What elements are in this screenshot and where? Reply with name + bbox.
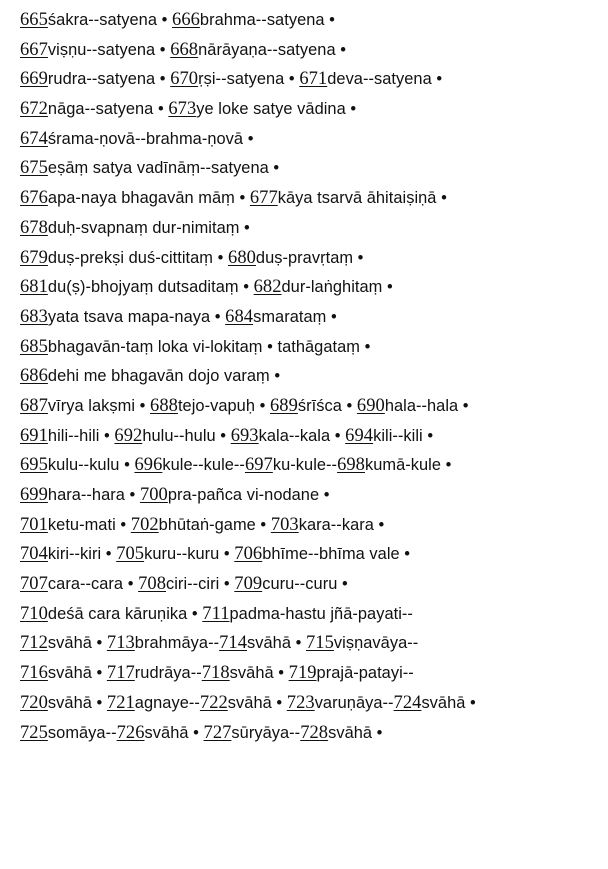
verse-number: 668 <box>170 39 199 60</box>
verse-number: 675 <box>20 158 48 179</box>
verse-number: 678 <box>20 217 48 238</box>
verse-text: somāya-- <box>47 723 117 742</box>
verse-number: 666 <box>172 10 200 30</box>
verse-text: kala--kala • <box>258 426 346 445</box>
verse-number: 669 <box>20 69 48 90</box>
text-line <box>20 719 608 749</box>
text-line <box>20 600 608 630</box>
verse-text: curu--curu • <box>262 575 348 594</box>
verse-text: śrīśca • <box>297 396 357 415</box>
verse-text: svāhā • <box>47 664 107 683</box>
verse-number: 674 <box>20 128 48 149</box>
verse-number: 712 <box>20 633 48 654</box>
verse-text: ṛṣi--satyena • <box>198 70 300 89</box>
verse-text: svāhā • <box>47 693 107 712</box>
verse-number: 692 <box>114 425 143 446</box>
verse-text: viṣṇu--satyena • <box>47 40 171 59</box>
verse-text: dur-laṅghitaṃ • <box>281 278 393 297</box>
verse-number: 676 <box>20 188 48 209</box>
verse-number: 686 <box>20 366 48 387</box>
verse-number: 710 <box>20 603 48 624</box>
verse-number: 696 <box>134 455 163 476</box>
verse-text: deśā cara kāruṇika • <box>47 604 203 623</box>
verse-text: nāga--satyena • <box>47 100 169 119</box>
text-line <box>20 451 608 481</box>
text-line <box>20 6 608 36</box>
verse-number: 719 <box>288 663 317 684</box>
verse-text: kumā-kule • <box>364 456 452 475</box>
verse-number: 716 <box>20 663 48 684</box>
verse-text: duṣ-prekṣi duś-cittitaṃ • <box>47 248 229 267</box>
verse-number: 679 <box>20 247 48 268</box>
text-line <box>20 154 608 184</box>
verse-number: 667 <box>20 39 48 60</box>
verse-number: 698 <box>337 455 365 476</box>
text-line <box>20 659 608 689</box>
verse-text: padma-hastu jñā-payati-- <box>229 604 413 623</box>
verse-text: brahmāya-- <box>134 634 220 653</box>
verse-text: agnaye-- <box>134 693 200 712</box>
verse-text: nārāyaṇa--satyena • <box>198 40 347 59</box>
verse-text: hili--hili • <box>47 426 115 445</box>
verse-number: 727 <box>203 722 232 743</box>
verse-number: 690 <box>356 395 385 416</box>
verse-number: 670 <box>170 69 199 90</box>
verse-text: apa-naya bhagavān māṃ • <box>47 189 250 208</box>
verse-text: prajā-patayi-- <box>316 664 414 683</box>
verse-text: rudra--satyena • <box>47 70 171 89</box>
verse-text: svāhā • <box>47 634 107 653</box>
verse-number: 706 <box>234 544 263 565</box>
text-line <box>20 95 608 125</box>
verse-number: 671 <box>299 69 328 90</box>
verse-number: 688 <box>150 395 178 416</box>
verse-number: 689 <box>269 395 298 416</box>
verse-text: svāhā • <box>229 664 289 683</box>
verse-text: bhagavān-taṃ loka vi-lokitaṃ • tathāgataṃ • <box>47 337 371 356</box>
text-line <box>20 362 608 392</box>
verse-text: ciri--ciri • <box>166 575 235 594</box>
verse-number: 691 <box>20 425 48 446</box>
text-line <box>20 540 608 570</box>
verse-text: kule--kule-- <box>162 456 245 475</box>
verse-text: rudrāya-- <box>134 664 202 683</box>
verse-number: 672 <box>20 99 48 120</box>
verse-number: 722 <box>199 692 228 713</box>
verse-text: pra-pañca vi-nodane • <box>167 486 330 504</box>
verse-text: duṣ-pravṛtaṃ • <box>255 248 364 267</box>
verse-text: kāya tsarvā āhitaiṣiṇā • <box>277 189 447 208</box>
verse-number: 680 <box>228 247 256 268</box>
verse-number: 685 <box>20 336 48 357</box>
verse-text: smarataṃ • <box>253 307 337 326</box>
text-line <box>20 65 608 95</box>
verse-text: dehi me bhagavān dojo varaṃ • <box>47 367 281 386</box>
verse-number: 704 <box>20 544 48 565</box>
verse-number: 697 <box>244 455 273 476</box>
verse-number: 684 <box>225 306 254 327</box>
verse-text: du(ṣ)-bhojyaṃ dutsaditaṃ • <box>47 278 254 297</box>
verse-number: 728 <box>300 722 329 743</box>
text-line <box>20 392 608 422</box>
verse-text: kili--kili • <box>373 426 434 445</box>
verse-text: viṣṇavāya-- <box>333 634 419 653</box>
verse-text: hala--hala • <box>384 396 469 415</box>
text-line <box>20 303 608 333</box>
verse-number: 720 <box>20 692 48 713</box>
verse-number: 694 <box>345 425 374 446</box>
text-line <box>20 629 608 659</box>
verse-number: 683 <box>20 306 48 327</box>
verse-text: ye loke satye vādina • <box>196 100 357 119</box>
verse-number: 708 <box>138 574 166 595</box>
verse-number: 717 <box>106 663 135 684</box>
verse-text: hara--hara • <box>47 486 140 504</box>
verse-text: kuru--kuru • <box>144 545 235 564</box>
verse-number: 665 <box>20 10 48 30</box>
text-line <box>20 36 608 66</box>
verse-number: 724 <box>393 692 422 713</box>
text-line <box>20 689 608 719</box>
verse-text: brahma--satyena • <box>199 11 335 29</box>
text-line <box>20 214 608 244</box>
verse-text: sūryāya-- <box>231 723 301 742</box>
verse-number: 709 <box>234 574 263 595</box>
text-line <box>20 570 608 600</box>
text-line <box>20 422 608 452</box>
verse-number: 699 <box>20 485 48 505</box>
verse-text: kiri--kiri • <box>47 545 117 564</box>
verse-text: vīrya lakṣmi • <box>47 396 151 415</box>
verse-text: svāhā • <box>421 693 476 712</box>
verse-number: 702 <box>130 514 159 535</box>
verse-text: svāhā • <box>247 634 306 653</box>
verse-number: 673 <box>168 99 197 120</box>
verse-number: 677 <box>249 188 278 209</box>
verse-text: eṣāṃ satya vadīnāṃ--satyena • <box>47 159 280 178</box>
verse-text: duḥ-svapnaṃ dur-nimitaṃ • <box>47 218 250 237</box>
verse-text: śrama-ṇovā--brahma-ṇovā • <box>47 129 254 148</box>
text-line <box>20 481 608 511</box>
verse-number: 682 <box>253 277 282 298</box>
text-line <box>20 511 608 541</box>
verse-number: 705 <box>116 544 145 565</box>
verse-text: ketu-mati • <box>47 515 131 534</box>
verse-number: 681 <box>20 277 48 298</box>
verse-number: 701 <box>20 514 48 535</box>
verse-number: 715 <box>306 633 334 654</box>
verse-number: 693 <box>230 425 259 446</box>
verse-number: 703 <box>270 514 299 535</box>
verse-number: 700 <box>139 485 168 505</box>
verse-number: 723 <box>286 692 315 713</box>
verse-text: kulu--kulu • <box>47 456 135 475</box>
verse-number: 707 <box>20 574 48 595</box>
verse-text: bhūtaṅ-game • <box>158 515 271 534</box>
verse-text: svāhā • <box>227 693 287 712</box>
verse-text: cara--cara • <box>47 575 139 594</box>
verse-number: 711 <box>202 603 230 624</box>
verse-number: 695 <box>20 455 48 476</box>
text-line <box>20 273 608 303</box>
verse-text: varuṇāya-- <box>314 693 394 712</box>
verse-text: kara--kara • <box>298 515 385 534</box>
verse-number: 726 <box>116 722 145 743</box>
verse-number: 713 <box>106 633 135 654</box>
verse-text: deva--satyena • <box>327 70 443 89</box>
verse-text: ku-kule-- <box>272 456 338 475</box>
text-line <box>20 244 608 274</box>
text-line <box>20 184 608 214</box>
verse-number: 714 <box>219 633 248 654</box>
verse-text: śakra--satyena • <box>47 11 173 29</box>
text-line <box>20 125 608 155</box>
verse-text: tejo-vapuḥ • <box>177 396 270 415</box>
verse-number: 721 <box>106 692 135 713</box>
verse-text: svāhā • <box>328 723 383 742</box>
verse-text: yata tsava mapa-naya • <box>47 307 226 326</box>
text-line <box>20 333 608 363</box>
verse-text: svāhā • <box>144 723 204 742</box>
verse-text: hulu--hulu • <box>142 426 231 445</box>
verse-text: bhīme--bhīma vale • <box>262 545 411 564</box>
verse-number: 725 <box>20 722 48 743</box>
verse-number: 687 <box>20 395 48 416</box>
verse-number: 718 <box>201 663 230 684</box>
